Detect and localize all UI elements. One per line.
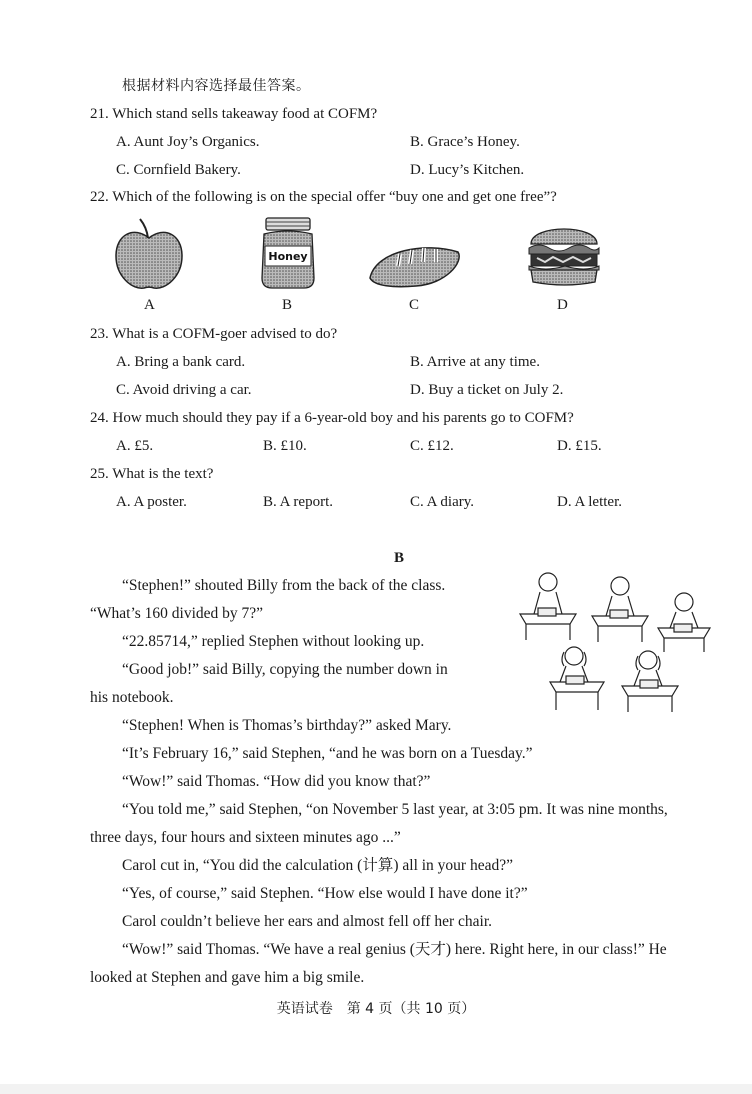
q21-option-b: B. Grace’s Honey. — [410, 134, 520, 150]
q23-option-b: B. Arrive at any time. — [410, 354, 540, 370]
story-line-13: Carol couldn’t believe her ears and almost fell off her chair. — [122, 913, 493, 930]
picture-label-d: D — [557, 297, 568, 313]
q23-option-a: A. Bring a bank card. — [116, 354, 246, 370]
q25-option-b: B. A report. — [263, 494, 333, 510]
honey-jar-icon — [258, 216, 318, 290]
bottom-bar — [0, 1084, 752, 1094]
q24-option-c: C. £12. — [410, 438, 454, 454]
question-25: 25. What is the text? — [90, 466, 214, 482]
q23-option-d: D. Buy a ticket on July 2. — [410, 382, 564, 398]
story-line-15: looked at Stephen and gave him a big smile. — [90, 969, 365, 986]
instruction: 根据材料内容选择最佳答案。 — [122, 78, 311, 94]
q24-option-a: A. £5. — [116, 438, 154, 454]
question-23: 23. What is a COFM-goer advised to do? — [90, 326, 338, 342]
q24-option-d: D. £15. — [557, 438, 602, 454]
q21-option-c: C. Cornfield Bakery. — [116, 162, 241, 178]
page-footer: 英语试卷 第 4 页（共 10 页） — [276, 1001, 476, 1017]
honey-label: Honey — [268, 250, 308, 263]
q21-option-a: A. Aunt Joy’s Organics. — [116, 134, 260, 150]
classroom-students-icon — [512, 556, 712, 716]
story-line-1: “Stephen!” shouted Billy from the back of the class. — [122, 577, 446, 594]
story-line-3: “22.85714,” replied Stephen without looking up. — [122, 633, 425, 650]
q23-option-c: C. Avoid driving a car. — [116, 382, 252, 398]
hamburger-icon — [525, 218, 603, 290]
q25-option-d: D. A letter. — [557, 494, 622, 510]
story-line-8: “Wow!” said Thomas. “How did you know that?” — [122, 773, 431, 790]
q25-option-a: A. A poster. — [116, 494, 187, 510]
picture-label-a: A — [144, 297, 155, 313]
story-line-5: his notebook. — [90, 689, 174, 706]
question-22: 22. Which of the following is on the special offer “buy one and get one free”? — [90, 189, 557, 205]
story-line-11: Carol cut in, “You did the calculation (计算) all in your head?” — [122, 857, 513, 874]
story-line-9: “You told me,” said Stephen, “on November 5 last year, at 3:05 pm. It was nine months, — [122, 801, 668, 818]
section-heading: B — [394, 550, 405, 566]
q21-option-d: D. Lucy’s Kitchen. — [410, 162, 525, 178]
story-line-6: “Stephen! When is Thomas’s birthday?” asked Mary. — [122, 717, 452, 734]
story-line-14: “Wow!” said Thomas. “We have a real genius (天才) here. Right here, in our class!” He — [122, 941, 667, 958]
story-line-2: “What’s 160 divided by 7?” — [90, 605, 264, 622]
question-24: 24. How much should they pay if a 6-year-old boy and his parents go to COFM? — [90, 410, 574, 426]
bread-loaf-icon — [366, 240, 464, 290]
story-line-7: “It’s February 16,” said Stephen, “and he was born on a Tuesday.” — [122, 745, 533, 762]
picture-label-c: C — [409, 297, 420, 313]
apple-icon — [112, 216, 186, 292]
picture-label-b: B — [282, 297, 293, 313]
story-line-4: “Good job!” said Billy, copying the number down in — [122, 661, 448, 678]
q24-option-b: B. £10. — [263, 438, 307, 454]
question-21: 21. Which stand sells takeaway food at COFM? — [90, 106, 378, 122]
story-line-12: “Yes, of course,” said Stephen. “How else would I have done it?” — [122, 885, 528, 902]
q25-option-c: C. A diary. — [410, 494, 475, 510]
story-line-10: three days, four hours and sixteen minutes ago ...” — [90, 829, 401, 846]
